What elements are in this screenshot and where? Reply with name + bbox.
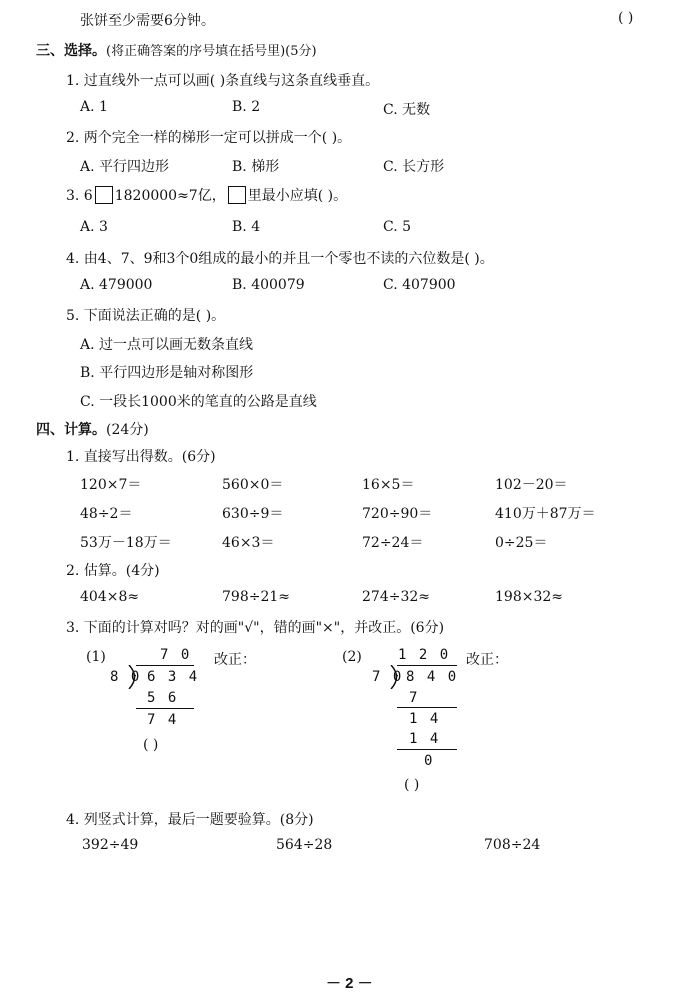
check-paren: ( ) — [404, 777, 420, 793]
section-3-note: (将正确答案的序号填在括号里)(5分) — [106, 44, 317, 59]
question-3-post: 里最小应填( )。 — [247, 188, 348, 204]
estimate-problem: 198×32≈ — [495, 589, 563, 605]
question-1-option-c: C. 无数 — [383, 102, 431, 118]
correction-label: 改正： — [214, 652, 256, 668]
question-2-stem: 2. 两个完全一样的梯形一定可以拼成一个( )。 — [66, 130, 352, 146]
vertical-calc-problem: 392÷49 — [82, 837, 139, 853]
oral-problem: 630÷9＝ — [222, 506, 284, 522]
subtraction-bar — [136, 708, 194, 709]
answer-paren: ( ) — [618, 10, 634, 26]
carryover-text: 张饼至少需要6分钟。 — [80, 13, 215, 29]
question-1-option-b: B. 2 — [232, 99, 261, 115]
estimate-problem: 798÷21≈ — [222, 589, 290, 605]
question-5-option-b: B. 平行四边形是轴对称图形 — [80, 365, 254, 381]
part-1-title: 1. 直接写出得数。(6分) — [66, 449, 216, 465]
question-3-option-a: A. 3 — [80, 219, 108, 235]
check-paren: ( ) — [143, 737, 159, 753]
oral-problem: 560×0＝ — [222, 477, 284, 493]
estimate-problem: 274÷32≈ — [362, 589, 430, 605]
question-4-option-b: B. 400079 — [232, 277, 305, 293]
question-4-stem: 4. 由4、7、9和3个0组成的最小的并且一个零也不读的六位数是( )。 — [66, 251, 494, 267]
partial-difference: 1 4 — [409, 711, 441, 727]
question-2-option-c: C. 长方形 — [383, 159, 445, 175]
oral-problem: 48÷2＝ — [80, 506, 133, 522]
quotient: 1 2 0 — [398, 647, 451, 663]
quotient: 7 0 — [160, 647, 192, 663]
problem-label: (2) — [342, 649, 362, 665]
page-number: － 2 － — [326, 975, 373, 992]
partial-product: 7 — [409, 690, 420, 706]
question-4-option-c: C. 407900 — [383, 277, 456, 293]
section-4-score: (24分) — [106, 422, 149, 438]
oral-problem: 46×3＝ — [222, 535, 275, 551]
question-3-stem — [66, 185, 347, 205]
subtraction-bar — [397, 749, 457, 750]
question-3-option-b: B. 4 — [232, 219, 261, 235]
question-2-option-a: A. 平行四边形 — [80, 159, 170, 175]
section-4-heading — [36, 419, 149, 439]
answer-box — [228, 186, 246, 204]
section-3-heading — [36, 40, 317, 60]
answer-box — [95, 186, 113, 204]
vertical-calc-problem: 708÷24 — [484, 837, 541, 853]
question-3-pre: 3. 6 — [66, 188, 93, 204]
question-3-option-c: C. 5 — [383, 219, 412, 235]
oral-problem: 53万－18万＝ — [80, 535, 172, 551]
remainder: 0 — [424, 753, 435, 769]
division-bar — [397, 665, 457, 666]
oral-problem: 120×7＝ — [80, 477, 142, 493]
oral-problem: 16×5＝ — [362, 477, 415, 493]
question-5-option-a: A. 过一点可以画无数条直线 — [80, 337, 254, 353]
dividend: 8 4 0 — [406, 669, 459, 685]
oral-problem: 720÷90＝ — [362, 506, 433, 522]
correction-label: 改正： — [466, 652, 508, 668]
question-4-option-a: A. 479000 — [80, 277, 153, 293]
section-3-title: 三、选择。 — [36, 43, 106, 59]
divisor: 8 0 — [110, 669, 142, 685]
estimate-problem: 404×8≈ — [80, 589, 140, 605]
question-5-option-c: C. 一段长1000米的笔直的公路是直线 — [80, 394, 317, 410]
part-3-title: 3. 下面的计算对吗？对的画"√"，错的画"×"，并改正。(6分) — [66, 620, 445, 636]
vertical-calc-problem: 564÷28 — [276, 837, 333, 853]
partial-product: 5 6 — [147, 690, 179, 706]
part-2-title: 2. 估算。(4分) — [66, 563, 160, 579]
subtraction-bar — [397, 707, 457, 708]
section-4-title: 四、计算。 — [36, 422, 106, 438]
oral-problem: 102－20＝ — [495, 477, 568, 493]
question-1-stem: 1. 过直线外一点可以画( )条直线与这条直线垂直。 — [66, 73, 380, 89]
divisor: 7 0 — [372, 669, 404, 685]
oral-problem: 0÷25＝ — [495, 535, 548, 551]
question-2-option-b: B. 梯形 — [232, 159, 280, 175]
part-4-title: 4. 列竖式计算，最后一题要验算。(8分) — [66, 812, 314, 828]
problem-label: (1) — [86, 649, 106, 665]
division-bar — [136, 665, 194, 666]
oral-problem: 72÷24＝ — [362, 535, 424, 551]
partial-product: 1 4 — [409, 731, 441, 747]
dividend: 6 3 4 — [147, 669, 200, 685]
question-5-stem: 5. 下面说法正确的是( )。 — [66, 308, 226, 324]
question-3-mid: 1820000≈7亿， — [114, 188, 226, 204]
remainder: 7 4 — [147, 712, 179, 728]
question-1-option-a: A. 1 — [80, 99, 108, 115]
oral-problem: 410万＋87万＝ — [495, 506, 596, 522]
